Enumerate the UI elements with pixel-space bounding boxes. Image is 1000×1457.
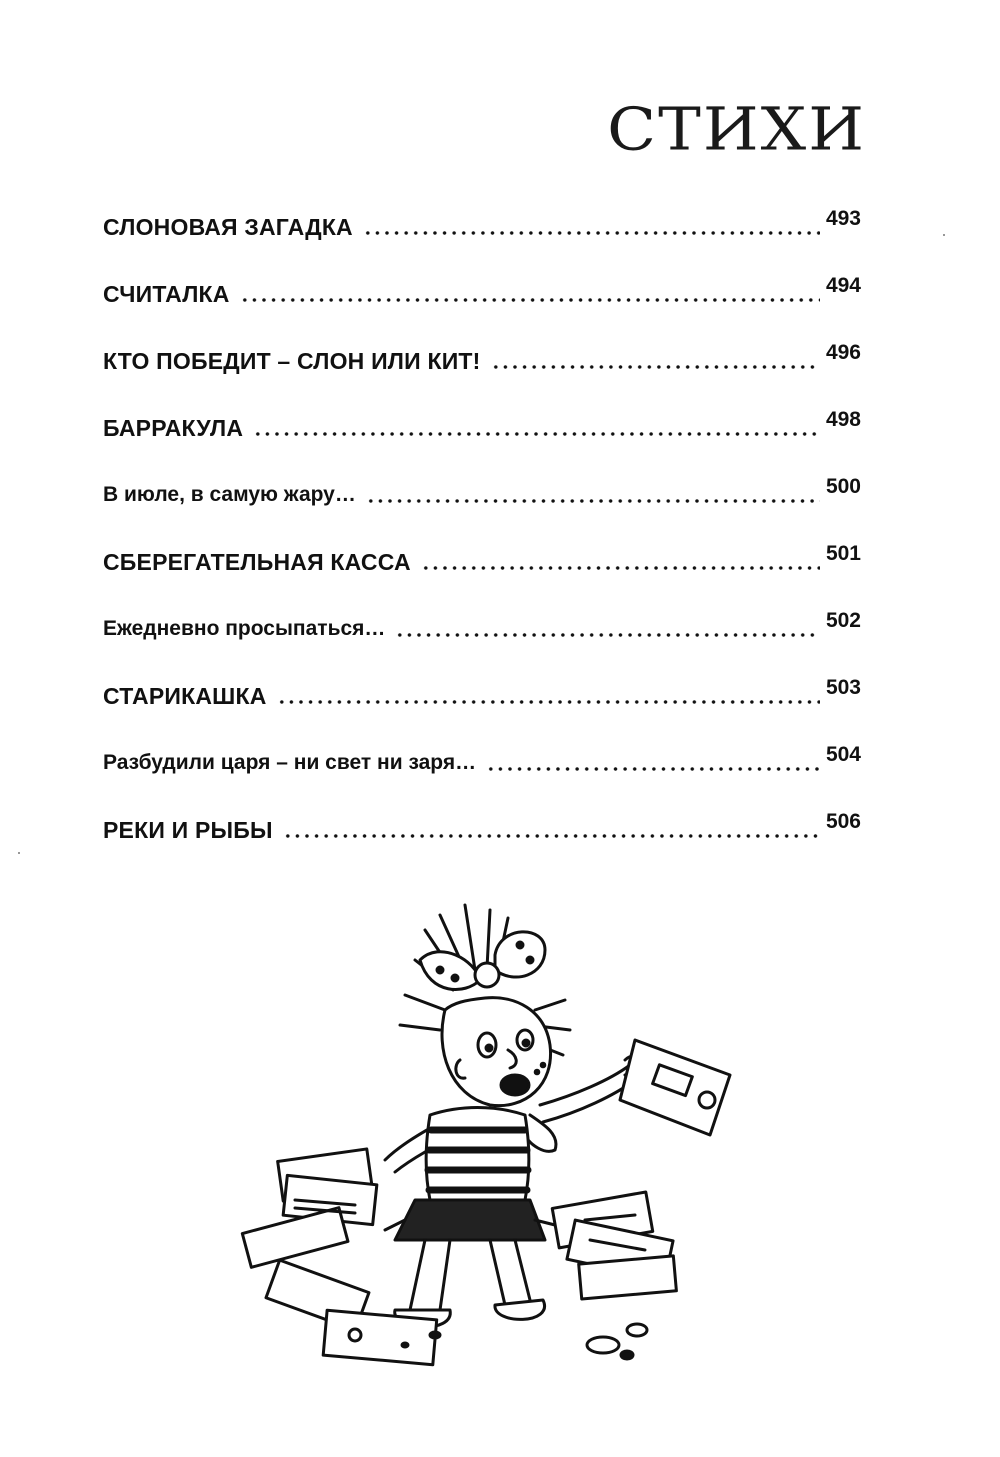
girl-head (442, 998, 551, 1106)
dot-leader (277, 700, 820, 704)
dot-leader (486, 767, 820, 771)
dot-leader (253, 432, 820, 436)
toc-entry-page: 502 (825, 609, 861, 632)
coins (402, 1324, 647, 1359)
toc-entry[interactable] (103, 535, 861, 575)
toc-entry-title: В июле, в самую жару… (103, 483, 356, 506)
striped-shirt (426, 1108, 529, 1201)
toc-entry-title: Разбудили царя – ни свет ни заря… (103, 751, 477, 774)
toc-entry-page: 500 (825, 475, 861, 498)
toc-entry-title: СБЕРЕГАТЕЛЬНАЯ КАССА (103, 549, 411, 575)
legs (395, 1240, 545, 1327)
toc-entry[interactable] (103, 736, 861, 776)
toc-entry[interactable] (103, 334, 861, 374)
section-title: СТИХИ (607, 96, 866, 165)
toc-entry-page: 504 (825, 743, 861, 766)
toc-entry-page: 498 (825, 408, 861, 431)
toc-entry-page: 506 (825, 810, 861, 833)
toc-entry-title: БАРРАКУЛА (103, 415, 244, 441)
toc-entry-title: РЕКИ И РЫБЫ (103, 817, 273, 843)
toc-entry-page: 496 (825, 341, 861, 364)
dot-leader (366, 499, 820, 503)
girl-with-money-illustration (225, 900, 745, 1380)
toc-entry-title: СТАРИКАШКА (103, 683, 267, 709)
toc-entry-page: 503 (825, 676, 861, 699)
dot-leader (363, 231, 820, 235)
banknote-in-hand (620, 1040, 730, 1135)
paper-speck (18, 852, 20, 854)
toc-entry[interactable] (103, 200, 861, 240)
skirt (385, 1200, 555, 1240)
toc-entry-title: СЛОНОВАЯ ЗАГАДКА (103, 214, 353, 240)
toc-entry[interactable] (103, 267, 861, 307)
toc-entry[interactable] (103, 803, 861, 843)
toc-entry[interactable] (103, 669, 861, 709)
toc-entry[interactable] (103, 602, 861, 642)
paper-speck (943, 234, 945, 236)
toc-entry-page: 494 (825, 274, 861, 297)
toc-entry-title: Ежедневно просыпаться… (103, 617, 386, 640)
dot-leader (395, 633, 820, 637)
dot-leader (491, 365, 820, 369)
toc-entry[interactable] (103, 468, 861, 508)
toc-entry-page: 493 (825, 207, 861, 230)
toc-entry[interactable] (103, 401, 861, 441)
toc-entry-page: 501 (825, 542, 861, 565)
money-stack-right (552, 1192, 676, 1299)
dot-leader (421, 566, 820, 570)
dot-leader (283, 834, 820, 838)
hair-bow (420, 932, 545, 990)
toc-entry-title: КТО ПОБЕДИТ – СЛОН ИЛИ КИТ! (103, 348, 481, 374)
dot-leader (240, 298, 820, 302)
toc-entry-title: СЧИТАЛКА (103, 281, 230, 307)
money-stack-left (242, 1149, 436, 1365)
